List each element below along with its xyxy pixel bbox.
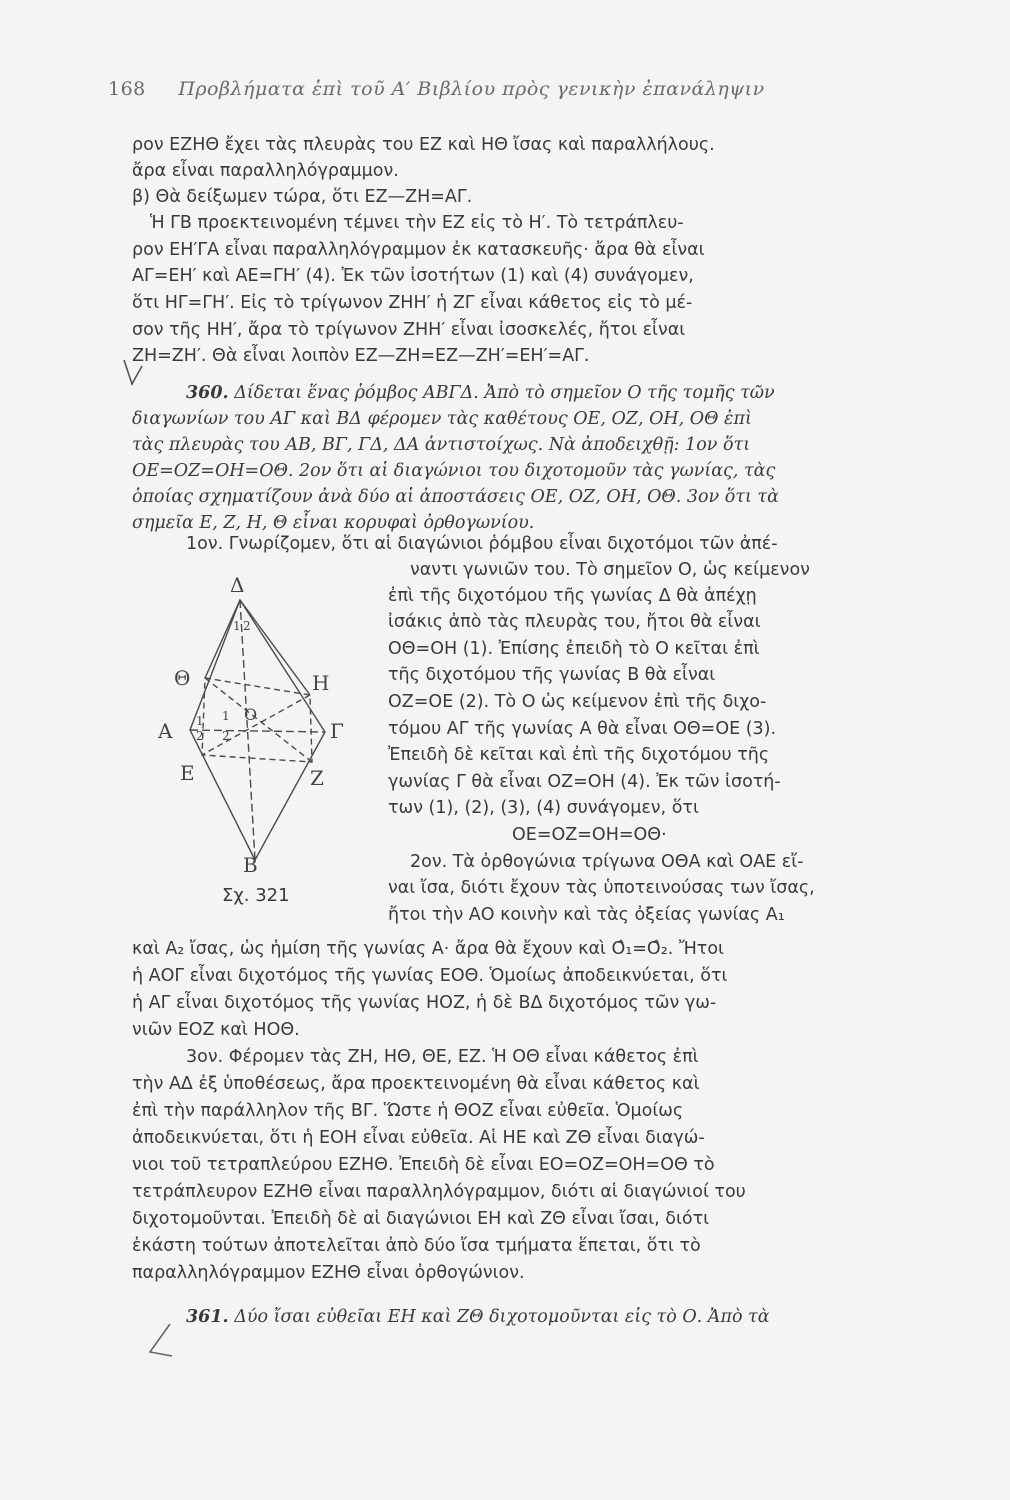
proof-line: ΟΕ=ΟΖ=ΟΗ=ΟΘ· [512, 825, 667, 845]
problem-360-line: σημεῖα Ε, Ζ, Η, Θ εἶναι κορυφαὶ ὀρθογωνίου. [132, 513, 535, 533]
text-line: ἑκάστη τούτων ἀποτελεῖται ἀπὸ δύο ἴσα τμήματα ἕπεται, ὅτι τὸ [132, 1236, 701, 1256]
proof-line: ναντι γωνιῶν του. Τὸ σημεῖον Ο, ὡς κείμενον [410, 560, 810, 580]
problem-360-line: τὰς πλευρὰς του ΑΒ, ΒΓ, ΓΔ, ΔΑ ἀντιστοίχως. Νὰ ἀποδειχθῇ: 1ον ὅτι [132, 435, 751, 455]
text-line: ΖΗ=ΖΗ′. Θὰ εἶναι λοιπὸν ΕΖ—ΖΗ=ΕΖ—ΖΗ′=ΕΗ′=ΑΓ. [132, 346, 590, 366]
text-line: ἄρα εἶναι παραλληλόγραμμον. [132, 161, 399, 181]
problem-360-line: ὁποίας σχηματίζουν ἀνὰ δύο αἱ ἀποστάσεις ΟΕ, ΟΖ, ΟΗ, ΟΘ. 3ον ὅτι τὰ [132, 487, 779, 507]
side-segment [205, 600, 240, 678]
proof-line: ΟΖ=ΟΕ (2). Τὸ Ο ὡς κείμενον ἐπὶ τῆς διχο- [388, 692, 767, 712]
proof-line: ΟΘ=ΟΗ (1). Ἐπίσης ἐπειδὴ τὸ Ο κεῖται ἐπὶ [388, 639, 760, 659]
rhombus-figure [140, 560, 370, 890]
label-beta: Β [243, 853, 258, 877]
running-title: Προβλήματα ἐπὶ τοῦ Α′ Βιβλίου πρὸς γενικὴν ἐπανάληψιν [178, 78, 765, 100]
text-line: Ἡ ΓΒ προεκτεινομένη τέμνει τὴν ΕΖ εἰς τὸ Η′. Τὸ τετράπλευ- [150, 213, 684, 233]
label-o: Ο [244, 705, 258, 724]
proof-line: ἰσάκις ἀπὸ τὰς πλευρὰς του, ἤτοι θὰ εἶναι [388, 612, 761, 632]
text-line: β) Θὰ δείξωμεν τώρα, ὅτι ΕΖ—ΖΗ=ΑΓ. [132, 187, 473, 207]
check-mark [140, 1320, 176, 1360]
proof-first-line: 1ον. Γνωρίζομεν, ὅτι αἱ διαγώνιοι ῥόμβου εἶναι διχοτόμοι τῶν ἀπέ- [186, 534, 778, 554]
page-number: 168 [108, 78, 146, 100]
proof-line: των (1), (2), (3), (4) συνάγομεν, ὅτι [388, 798, 699, 818]
text-line: ρον ΕΖΗΘ ἔχει τὰς πλευρὰς του ΕΖ καὶ ΗΘ ἴσας καὶ παραλλήλους. [132, 135, 715, 155]
text-line: νιοι τοῦ τετραπλεύρου ΕΖΗΘ. Ἐπειδὴ δὲ εἶναι ΕΟ=ΟΖ=ΟΗ=ΟΘ τὸ [132, 1155, 715, 1175]
text-line: νιῶν ΕΟΖ καὶ ΗΟΘ. [132, 1020, 300, 1040]
text-line: ρον ΕΗ′ΓΑ εἶναι παραλληλόγραμμον ἐκ κατασκευῆς· ἄρα θὰ εἶναι [132, 240, 705, 260]
problem-360-line: ΟΕ=ΟΖ=ΟΗ=ΟΘ. 2ον ὅτι αἱ διαγώνιοι του διχοτομοῦν τὰς γωνίας, τὰς [132, 461, 776, 481]
diagonal-ag [190, 730, 325, 732]
label-alpha: Α [158, 719, 173, 743]
proof-line: Ἐπειδὴ δὲ κεῖται καὶ ἐπὶ τῆς διχοτόμου τῆς [388, 745, 770, 765]
proof-line: ναι ἴσα, διότι ἔχουν τὰς ὑποτεινούσας των ἴσας, [388, 878, 815, 898]
angle-label: 1 [222, 709, 230, 723]
page-header [108, 78, 765, 100]
text-line: παραλληλόγραμμον ΕΖΗΘ εἶναι ὀρθογώνιον. [132, 1263, 525, 1283]
proof-line: γωνίας Γ θὰ εἶναι ΟΖ=ΟΗ (4). Ἐκ τῶν ἰσοτή- [388, 772, 781, 792]
check-mark [120, 356, 146, 390]
text-line: τὴν ΑΔ ἐξ ὑποθέσεως, ἄρα προεκτεινομένη θὰ εἶναι κάθετος καὶ [132, 1074, 700, 1094]
proof-line: τῆς διχοτόμου τῆς γωνίας Β θὰ εἶναι [388, 665, 716, 685]
angle-label: 2 [243, 619, 251, 633]
proof-line: τόμου ΑΓ τῆς γωνίας Α θὰ εἶναι ΟΘ=ΟΕ (3). [388, 719, 777, 739]
text-line: τετράπλευρον ΕΖΗΘ εἶναι παραλληλόγραμμον, διότι αἱ διαγώνιοί του [132, 1182, 746, 1202]
label-zeta: Ζ [310, 766, 324, 790]
text-line: καὶ Α₂ ἴσας, ὡς ἡμίση τῆς γωνίας Α· ἄρα θὰ ἔχουν καὶ Ο̂₁=Ο̂₂. Ἤτοι [132, 939, 724, 959]
problem-360-line: διαγωνίων του ΑΓ καὶ ΒΔ φέρομεν τὰς καθέτους ΟΕ, ΟΖ, ΟΗ, ΟΘ ἐπὶ [132, 409, 752, 429]
side-segment [240, 600, 310, 695]
label-delta: Δ [230, 573, 245, 597]
proof-line: ἐπὶ τῆς διχοτόμου τῆς γωνίας Δ θὰ ἀπέχῃ [388, 586, 757, 606]
angle-label: 2 [196, 729, 204, 743]
proof-line: ἤτοι τὴν ΑΟ κοινὴν καὶ τὰς ὀξείας γωνίας Α₁ [388, 905, 785, 925]
problem-number: 360. [186, 383, 229, 403]
angle-label: 1 [233, 619, 241, 633]
label-eta: Η [312, 671, 330, 695]
text-line: ἡ ΑΓ εἶναι διχοτόμος τῆς γωνίας ΗΟΖ, ἡ δὲ ΒΔ διχοτόμος τῶν γω- [132, 993, 717, 1013]
text-line: ὅτι ΗΓ=ΓΗ′. Εἰς τὸ τρίγωνον ΖΗΗ′ ἡ ΖΓ εἶναι κάθετος εἰς τὸ μέ- [132, 293, 693, 313]
problem-number: 361. [186, 1307, 229, 1327]
angle-label: 1 [196, 714, 204, 728]
figure-caption: Σχ. 321 [222, 885, 290, 906]
text-line: ἡ ΑΟΓ εἶναι διχοτόμος τῆς γωνίας ΕΟΘ. Ὁμοίως ἀποδεικνύεται, ὅτι [132, 966, 728, 986]
label-epsilon: Ε [180, 761, 195, 785]
label-gamma: Γ [330, 719, 344, 743]
label-theta: Θ [174, 666, 191, 690]
text-line: ἐπὶ τὴν παράλληλον τῆς ΒΓ. Ὥστε ἡ ΘΟΖ εἶναι εὐθεῖα. Ὁμοίως [132, 1101, 684, 1121]
text-line: ἀποδεικνύεται, ὅτι ἡ ΕΟΗ εἶναι εὐθεῖα. Αἱ ΗΕ καὶ ΖΘ εἶναι διαγώ- [132, 1128, 705, 1148]
text-line: 3ον. Φέρομεν τὰς ΖΗ, ΗΘ, ΘΕ, ΕΖ. Ἡ ΟΘ εἶναι κάθετος ἐπὶ [186, 1047, 699, 1067]
text-line: ΑΓ=ΕΗ′ καὶ ΑΕ=ΓΗ′ (4). Ἐκ τῶν ἰσοτήτων (1) καὶ (4) συνάγομεν, [132, 266, 694, 286]
problem-360-line-1: 360. Δίδεται ἕνας ῥόμβος ΑΒΓΔ. Ἀπὸ τὸ σημεῖον Ο τῆς τομῆς τῶν [186, 383, 775, 403]
angle-label: 2 [222, 729, 230, 743]
text-line: διχοτομοῦνται. Ἐπειδὴ δὲ αἱ διαγώνιοι ΕΗ καὶ ΖΘ εἶναι ἴσαι, διότι [132, 1209, 710, 1229]
problem-361-line: 361. Δύο ἴσαι εὐθεῖαι ΕΗ καὶ ΖΘ διχοτομοῦνται εἰς τὸ Ο. Ἀπὸ τὰ [186, 1307, 770, 1327]
rhombus-outline [190, 600, 325, 860]
diagonal-h-e [202, 695, 310, 755]
text-line: σον τῆς ΗΗ′, ἄρα τὸ τρίγωνον ΖΗΗ′ εἶναι ἰσοσκελές, ἤτοι εἶναι [132, 320, 686, 340]
proof-line: 2ον. Τὰ ὀρθογώνια τρίγωνα ΟΘΑ καὶ ΟΑΕ εἴ- [410, 852, 804, 872]
